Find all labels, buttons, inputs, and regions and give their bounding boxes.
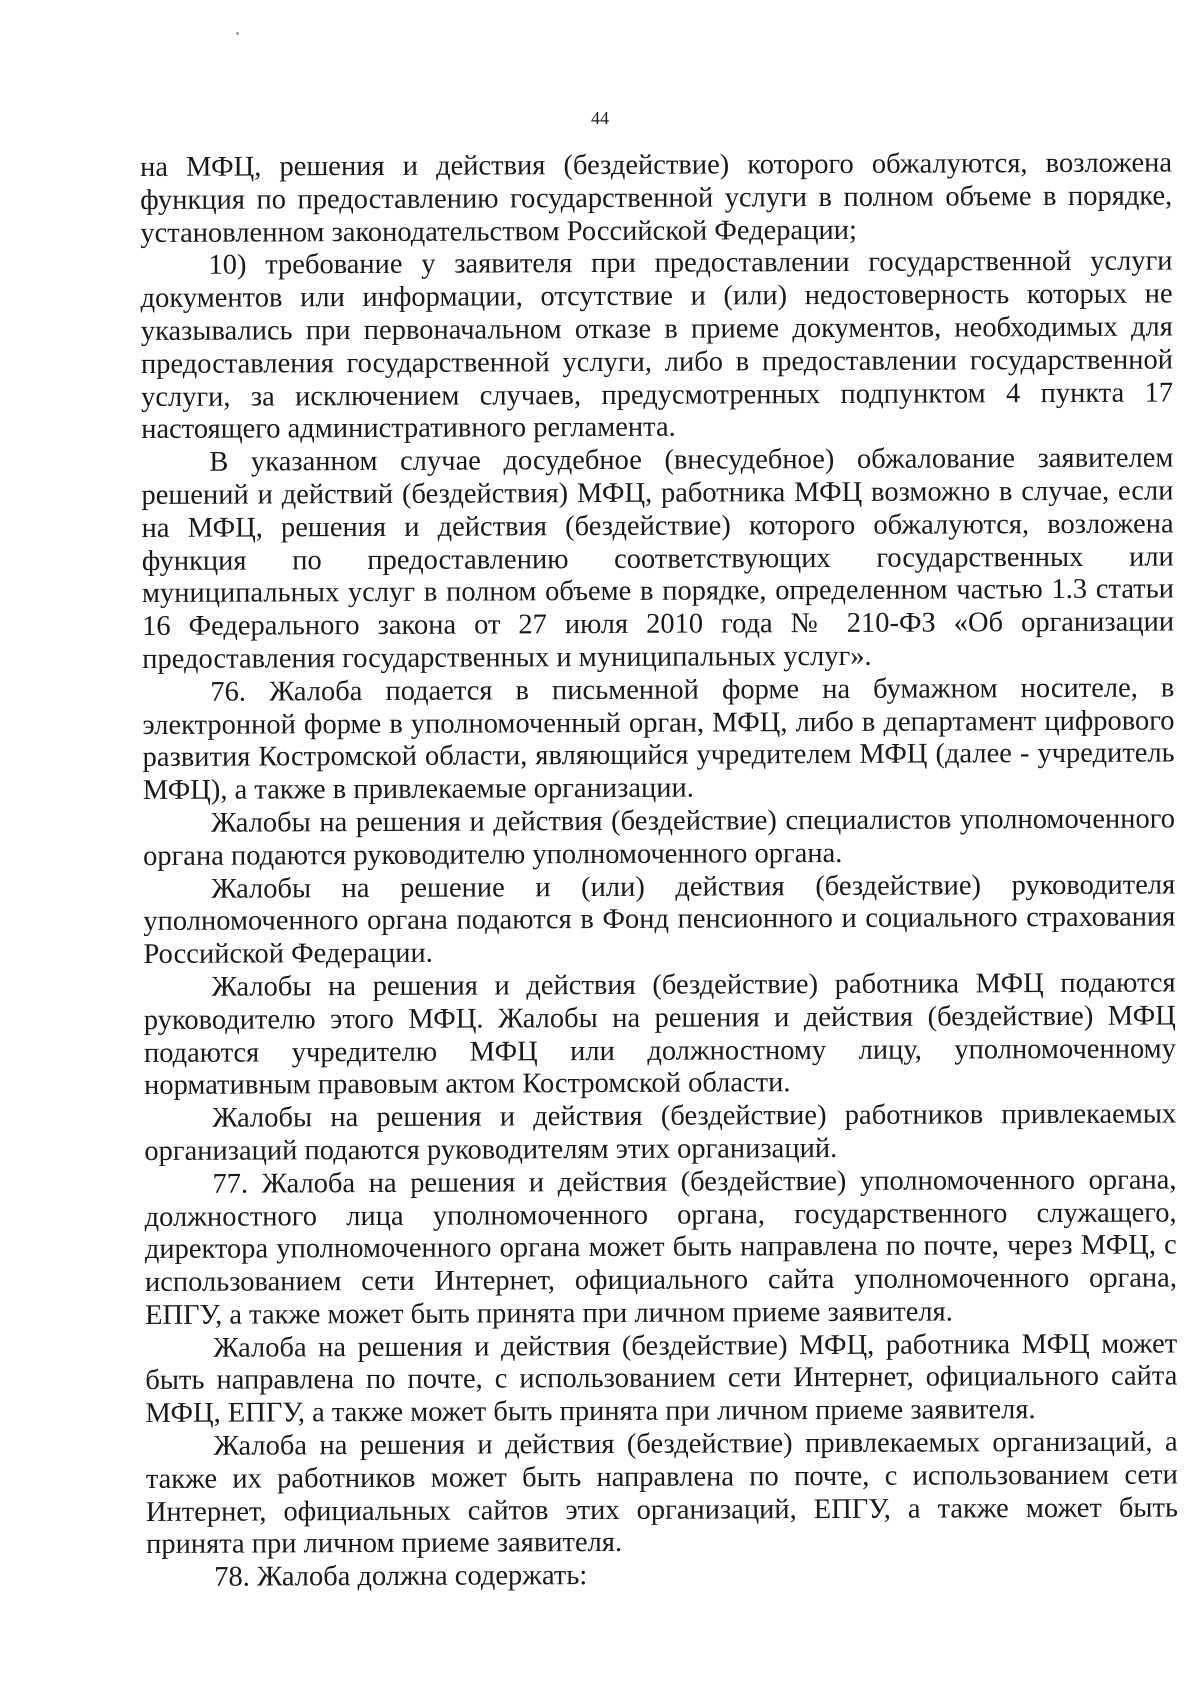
paragraph-continuation: на МФЦ, решения и действия (бездействие) которого обжалуются, возложена функция по предоставлению государственной услуги в полном объеме в порядке, установленном законодательством Российской Федерации; [140,147,1173,249]
paragraph-item-76: 76. Жалоба подается в письменной форме на бумажном носителе, в электронной форме в уполномоченный орган, МФЦ, либо в департамент цифрового развития Костромской области, являющийся учредителем МФЦ (далее - учредитель МФЦ), а также в привлекаемые организации. [142,672,1175,807]
paragraph-complaints-mfc: Жалобы на решения и действия (бездействие) работника МФЦ подаются руководителю этого МФЦ. Жалобы на решения и действия (бездействие) МФЦ подаются учредителю МФЦ или должностному лицу, уполномоченному нормативным правовым актом Костромской области. [143,967,1176,1102]
paragraph-complaints-organizations: Жалобы на решения и действия (бездействие) работников привлекаемых организаций подаются руководителям этих организаций. [144,1098,1177,1167]
paragraph-complaint-organizations-channels: Жалоба на решения и действия (бездействие) привлекаемых организаций, а также их работников может быть направлена по почте, с использованием сети Интернет, официальных сайтов этих организаций, ЕПГУ, а также может быть принята при личном приеме заявителя. [145,1426,1178,1561]
page-number: 44 [591,108,609,128]
paragraph-item-77: 77. Жалоба на решения и действия (бездействие) уполномоченного органа, должностного лица уполномоченного органа, государственного служащего, директора уполномоченного органа может быть направлена по почте, через МФЦ, с использованием сети Интернет, официального сайта уполномоченного органа, ЕПГУ, а также может быть принята при личном приеме заявителя. [144,1164,1177,1331]
scan-speck [236,32,239,35]
paragraph-item-10: 10) требование у заявителя при предоставлении государственной услуги документов или информации, отсутствие и (или) недостоверность которых не указывались при первоначальном отказе в приеме документов, необходимых для предоставления государственной услуги, либо в предоставлении государственной услуги, за исключением случаев, предусмотренных подпунктом 4 пункта 17 настоящего административного регламента. [140,245,1174,446]
paragraph-item-78: 78. Жалоба должна содержать: [214,1560,588,1593]
document-body [140,147,1178,1595]
paragraph-complaints-head: Жалобы на решение и (или) действия (бездействие) руководителя уполномоченного органа подаются в Фонд пенсионного и социального страхования Российской Федерации. [143,869,1176,971]
paragraph-pretrial-appeal: В указанном случае досудебное (внесудебное) обжалование заявителем решений и действий (бездействия) МФЦ, работника МФЦ возможно в случае, если на МФЦ, решения и действия (бездействие) которого обжалуются, возложена функция по предоставлению соответствующих государственных или муниципальных услуг в полном объеме в порядке, определенном частью 1.3 статьи 16 Федерального закона от 27 июля 2010 года № 210-ФЗ «Об организации предоставления государственных и муниципальных услуг». [141,442,1175,675]
paragraph-complaints-specialists: Жалобы на решения и действия (бездействие) специалистов уполномоченного органа подаются руководителю уполномоченного органа. [143,803,1175,872]
paragraph-complaint-mfc-channels: Жалоба на решения и действия (бездействие) МФЦ, работника МФЦ может быть направлена по почте, с использованием сети Интернет, официального сайта МФЦ, ЕПГУ, а также может быть принята при личном приеме заявителя. [145,1328,1178,1430]
